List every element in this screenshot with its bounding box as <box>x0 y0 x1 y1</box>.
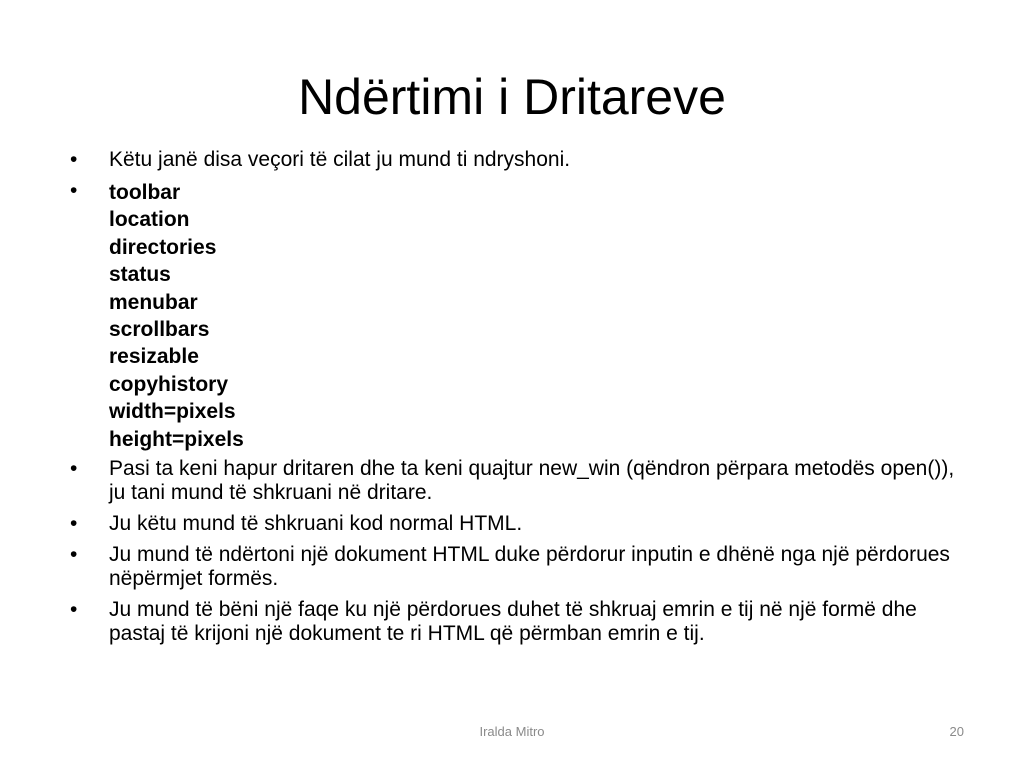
bullet-text: Këtu janë disa veçori të cilat ju mund ti ndryshoni. <box>109 148 571 171</box>
footer-author: Iralda Mitro <box>479 724 545 739</box>
bullet-text: Ju mund të ndërtoni një dokument HTML duke përdorur inputin e dhënë nga një përdorues nëpërmjet formës. <box>109 543 950 591</box>
bullet-dot-icon: • <box>70 179 78 202</box>
option-height: height=pixels <box>109 427 244 451</box>
option-resizable: resizable <box>109 345 199 369</box>
bullet-text: Ju këtu mund të shkruani kod normal HTML. <box>109 512 523 536</box>
bullet-item-options <box>70 179 970 453</box>
bullet-dot-icon: • <box>70 543 78 567</box>
option-scrollbars: scrollbars <box>109 318 210 342</box>
option-width: width=pixels <box>109 400 236 424</box>
bullet-item-form-input <box>70 543 970 591</box>
option-toolbar: toolbar <box>109 181 181 204</box>
option-directories: directories <box>109 235 217 259</box>
slide-title: Ndërtimi i Dritareve <box>298 69 726 125</box>
page-number: 20 <box>949 724 964 739</box>
bullet-dot-icon: • <box>70 457 78 481</box>
bullet-dot-icon: • <box>70 148 78 171</box>
bullet-dot-icon: • <box>70 512 78 536</box>
option-menubar: menubar <box>109 290 198 314</box>
bullet-item-intro <box>70 148 970 172</box>
bullet-text: Ju mund të bëni një faqe ku një përdorues duhet të shkruaj emrin e tij në një formë dhe pastaj të krijoni një dokument te ri HTML që përmban emrin e tij. <box>109 598 917 646</box>
option-location: location <box>109 208 190 232</box>
bullet-item-html <box>70 512 970 536</box>
bullet-item-new-win <box>70 457 970 505</box>
option-copyhistory: copyhistory <box>109 372 229 396</box>
option-status: status <box>109 263 171 287</box>
bullet-item-name-page <box>70 598 970 646</box>
bullet-list <box>70 148 970 653</box>
bullet-text: Pasi ta keni hapur dritaren dhe ta keni quajtur new_win (qëndron përpara metodës open()), ju tani mund të shkruani në dritare. <box>109 457 955 505</box>
bullet-dot-icon: • <box>70 598 78 622</box>
